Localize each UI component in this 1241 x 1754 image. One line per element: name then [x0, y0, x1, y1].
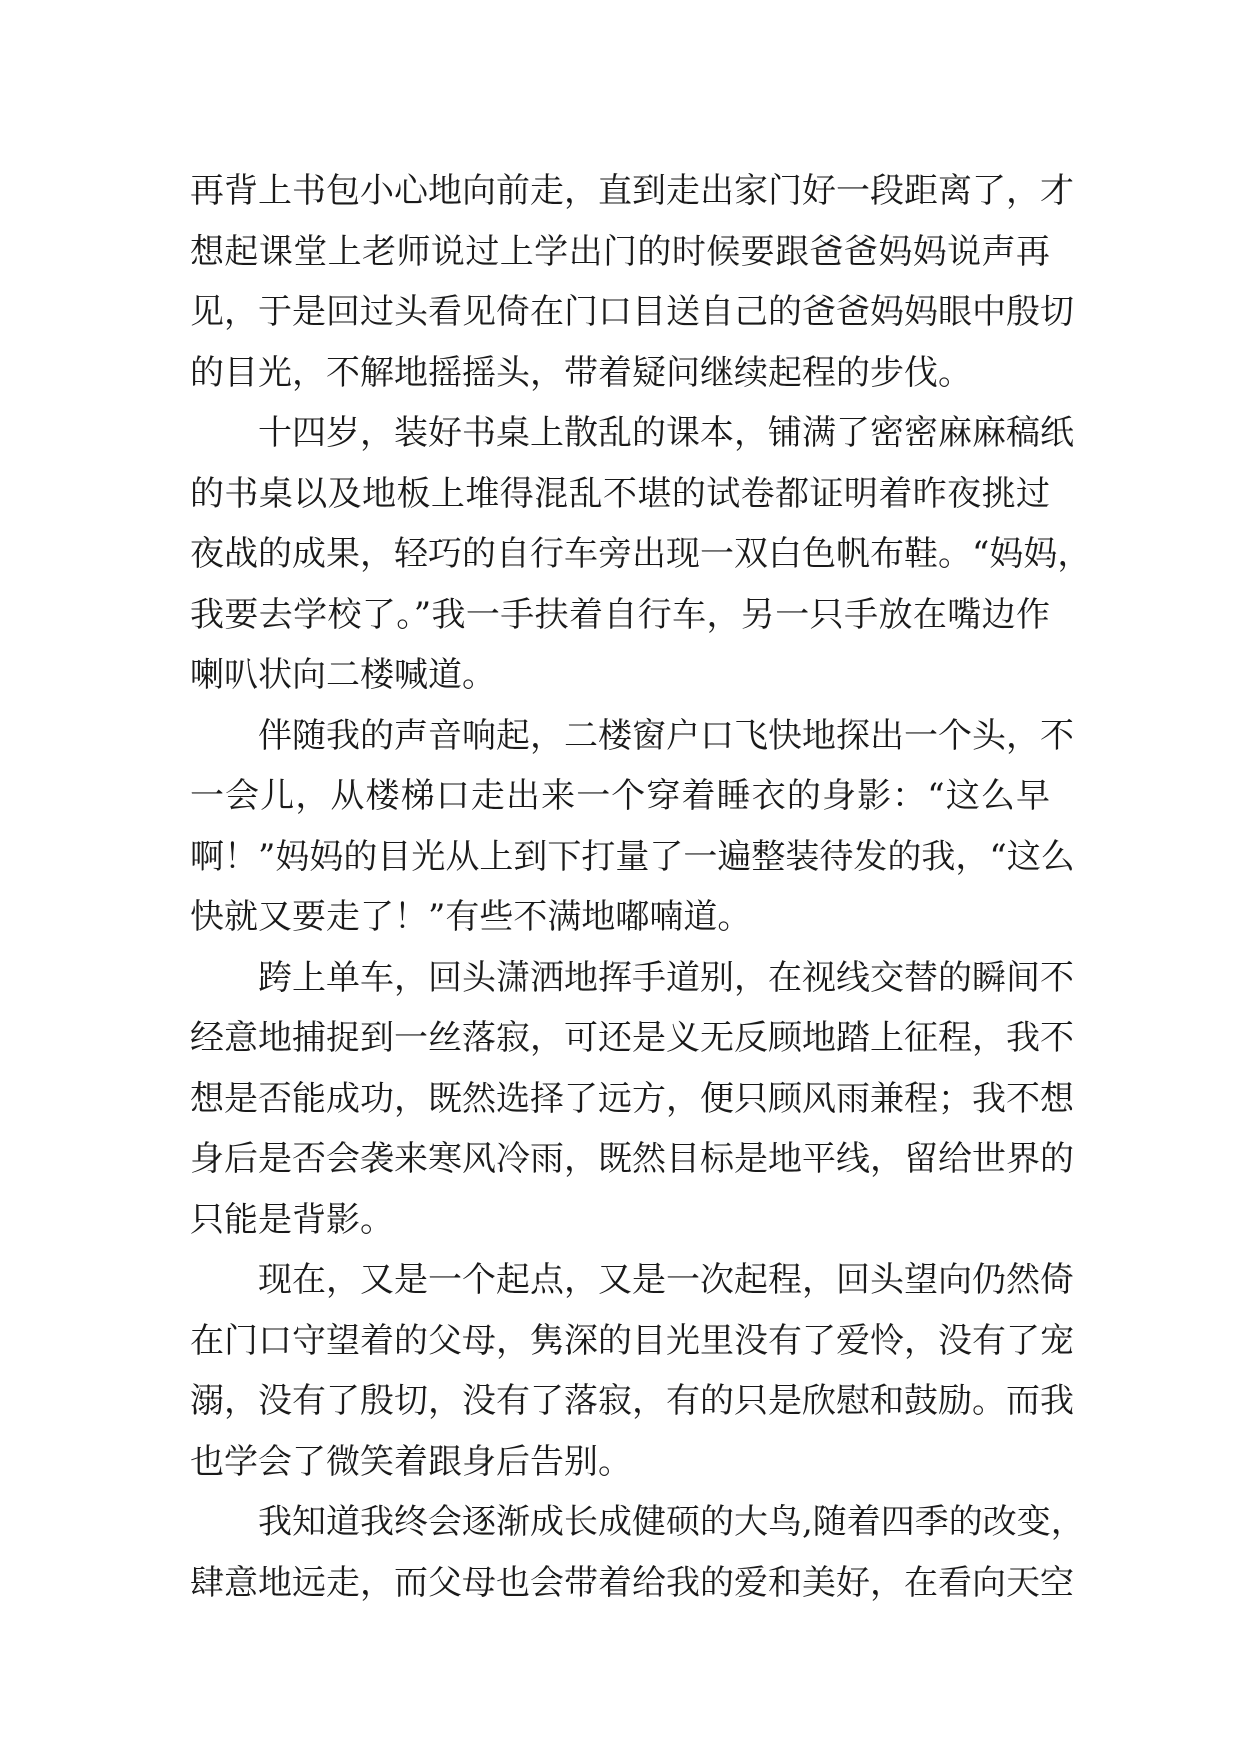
text-line: 再背上书包小心地向前走，直到走出家门好一段距离了，才: [190, 171, 1074, 211]
text-line: 溺，没有了殷切，没有了落寂，有的只是欣慰和鼓励。而我: [190, 1381, 1074, 1421]
text-line: 现在，又是一个起点，又是一次起程，回头望向仍然倚: [258, 1260, 1074, 1300]
text-line: 啊！”妈妈的目光从上到下打量了一遍整装待发的我，“这么: [190, 836, 1075, 877]
text-line: 经意地捕捉到一丝落寂，可还是义无反顾地踏上征程，我不: [190, 1018, 1074, 1058]
paragraph: [190, 403, 1092, 706]
text-line: 也学会了微笑着跟身后告别。: [190, 1441, 632, 1482]
text-line: 想起课堂上老师说过上学出门的时候要跟爸爸妈妈说声再: [190, 231, 1050, 272]
text-line: 的目光，不解地摇摇头，带着疑问继续起程的步伐。: [190, 352, 972, 393]
paragraph: [190, 948, 1074, 1251]
text-line: 夜战的成果，轻巧的自行车旁出现一双白色帆布鞋。“妈妈，: [190, 534, 1092, 574]
text-line: 跨上单车，回头潇洒地挥手道别，在视线交替的瞬间不: [258, 957, 1074, 998]
text-line: 肆意地远走，而父母也会带着给我的爱和美好，在看向天空: [190, 1562, 1074, 1603]
paragraph: [190, 1492, 1085, 1613]
paragraph: [190, 1250, 1074, 1492]
text-line: 喇叭状向二楼喊道。: [190, 655, 496, 695]
text-line: 一会儿，从楼梯口走出来一个穿着睡衣的身影：“这么早: [190, 776, 1050, 816]
text-line: 我知道我终会逐渐成长成健硕的大鸟,随着四季的改变，: [258, 1502, 1085, 1542]
text-line: 在门口守望着的父母，隽深的目光里没有了爱怜，没有了宠: [190, 1320, 1074, 1361]
text-line: 见，于是回过头看见倚在门口目送自己的爸爸妈妈眼中殷切: [190, 292, 1074, 332]
text-line: 我要去学校了。”我一手扶着自行车，另一只手放在嘴边作: [190, 594, 1050, 635]
text-line: 快就又要走了！”有些不满地嘟喃道。: [190, 897, 752, 937]
text-line: 身后是否会袭来寒风冷雨，既然目标是地平线，留给世界的: [190, 1139, 1074, 1179]
paragraph: [190, 161, 1074, 403]
text-line: 伴随我的声音响起，二楼窗户口飞快地探出一个头，不: [258, 715, 1074, 756]
text-line: 只能是背影。: [190, 1199, 394, 1240]
paragraph: [190, 706, 1075, 948]
text-line: 十四岁，装好书桌上散乱的课本，铺满了密密麻麻稿纸: [258, 413, 1074, 453]
text-line: 的书桌以及地板上堆得混乱不堪的试卷都证明着昨夜挑过: [190, 473, 1050, 514]
text-line: 想是否能成功，既然选择了远方，便只顾风雨兼程；我不想: [190, 1078, 1074, 1119]
essay-body: [190, 161, 1092, 1613]
